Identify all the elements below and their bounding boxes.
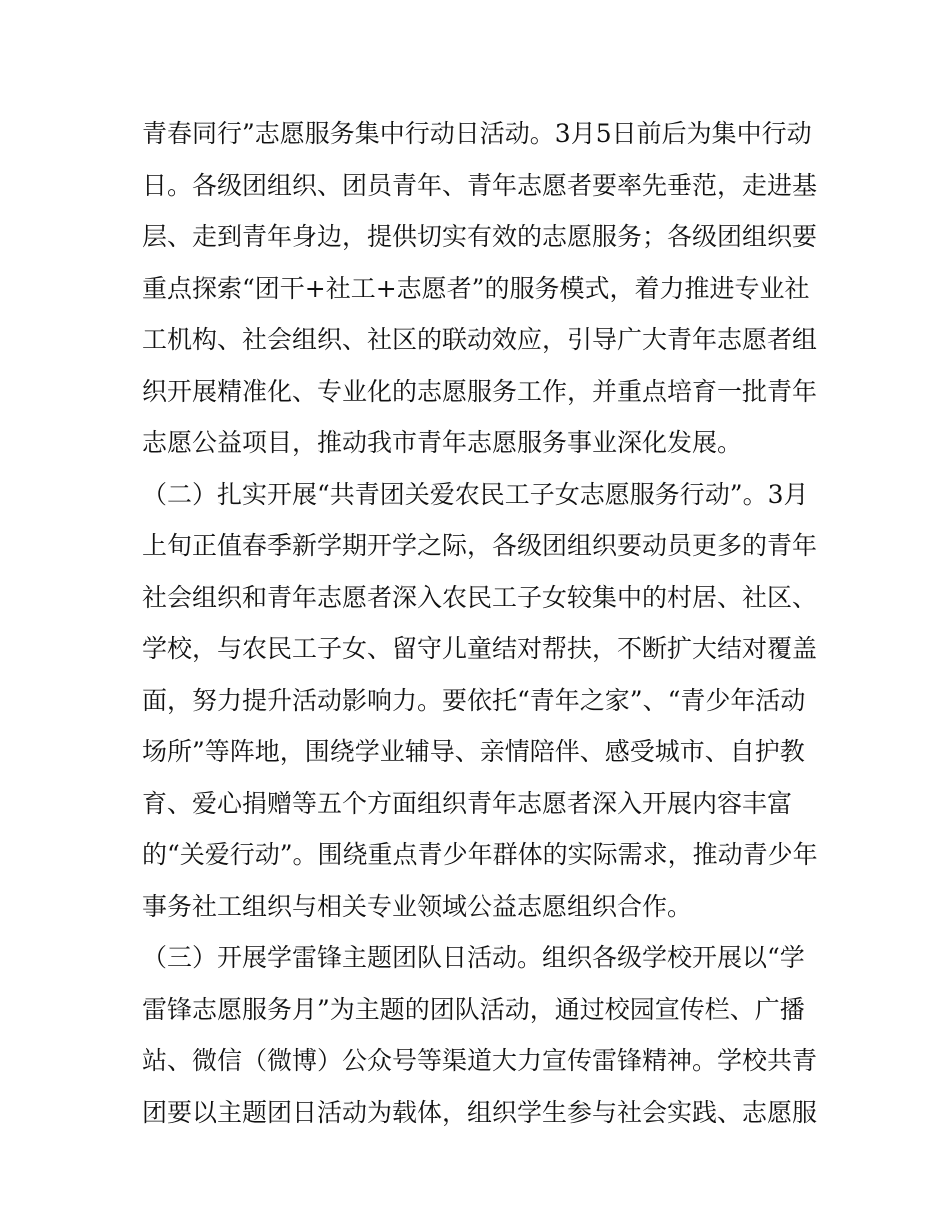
text-line: 团要以主题团日活动为载体，组织学生参与社会实践、志愿服 xyxy=(142,1097,818,1127)
text-line: 育、爱心捐赠等五个方面组织青年志愿者深入开展内容丰富 xyxy=(142,788,793,818)
text-line: 日。各级团组织、团员青年、青年志愿者要率先垂范，走进基 xyxy=(142,170,818,200)
text-line: 场所”等阵地，围绕学业辅导、亲情陪伴、感受城市、自护教 xyxy=(142,737,805,766)
text-line: 上旬正值春季新学期开学之际，各级团组织要动员更多的青年 xyxy=(142,531,818,560)
text-line: 志愿公益项目，推动我市青年志愿服务事业深化发展。 xyxy=(142,428,743,457)
text-line: 学校，与农民工子女、留守儿童结对帮扶，不断扩大结对覆盖 xyxy=(142,634,818,663)
section-heading-line: （三）开展学雷锋主题团队日活动。组织各级学校开展以“学 xyxy=(142,943,805,972)
text-line: 事务社工组织与相关专业领域公益志愿组织合作。 xyxy=(142,891,693,921)
section-heading-line: （二）扎实开展“共青团关爱农民工子女志愿服务行动”。3月 xyxy=(142,479,809,509)
text-line: 社会组织和青年志愿者深入农民工子女较集中的村居、社区、 xyxy=(142,582,818,612)
text-line: 面，努力提升活动影响力。要依托“青年之家”、“青少年活动 xyxy=(142,685,806,715)
text-line: 重点探索“团干+社工+志愿者”的服务模式，着力推进专业社 xyxy=(142,273,810,303)
text-line: 站、微信（微博）公众号等渠道大力宣传雷锋精神。学校共青 xyxy=(142,1046,818,1075)
text-line: 工机构、社会组织、社区的联动效应，引导广大青年志愿者组 xyxy=(142,325,818,354)
text-line: 雷锋志愿服务月”为主题的团队活动，通过校园宣传栏、广播 xyxy=(142,994,805,1024)
text-line: 织开展精准化、专业化的志愿服务工作，并重点培育一批青年 xyxy=(142,376,818,406)
text-line: 青春同行”志愿服务集中行动日活动。3月5日前后为集中行动 xyxy=(142,119,812,148)
text-line: 层、走到青年身边，提供切实有效的志愿服务；各级团组织要 xyxy=(142,222,818,251)
text-line: 的“关爱行动”。围绕重点青少年群体的实际需求，推动青少年 xyxy=(142,840,818,869)
body-text xyxy=(142,108,822,1138)
